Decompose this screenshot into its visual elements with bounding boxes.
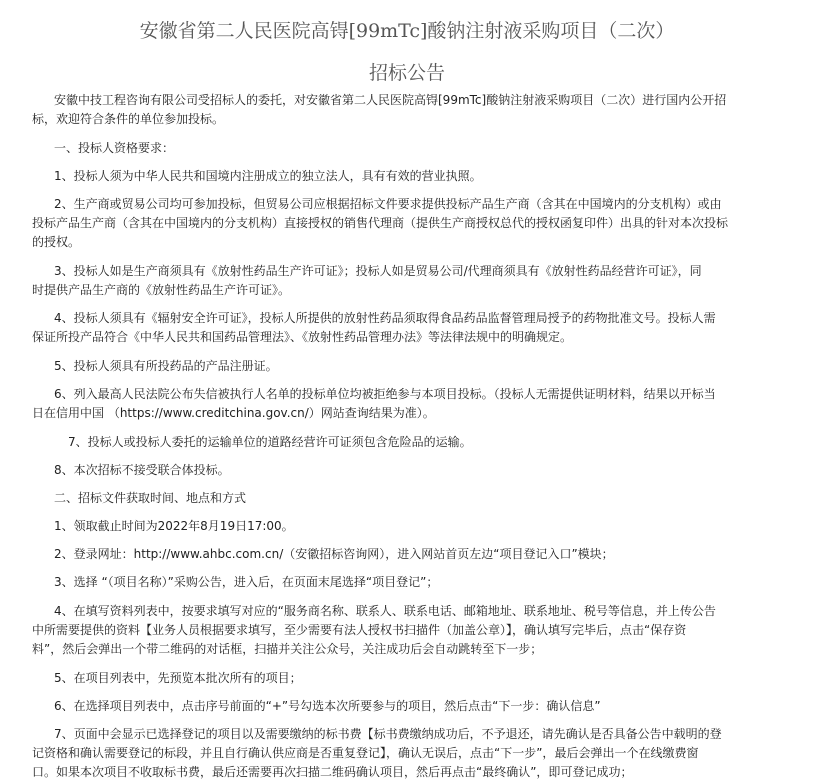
step-7-line-3: 口。如果本次项目不收取标书费，最后还需要再次扫描二维码确认项目，然后再点击“最终确认”，即可登记成功；: [32, 765, 633, 779]
intro-line-1: 安徽中技工程咨询有限公司受招标人的委托，对安徽省第二人民医院高锝[99mTc]酸钠注射液采购项目（二次）进行国内公开招: [54, 93, 727, 107]
requirement-2-line-3: 的授权。: [32, 235, 81, 249]
announcement-heading: 招标公告: [368, 62, 445, 84]
requirement-6-line-1: 6、列入最高人民法院公布失信被执行人名单的投标单位均被拒绝参与本项目投标。（投标人无需提供证明材料，结果以开标当: [54, 387, 716, 401]
requirement-8: 8、本次招标不接受联合体投标。: [54, 463, 230, 477]
requirement-3-line-1: 3、投标人如是生产商须具有《放射性药品生产许可证》；投标人如是贸易公司/代理商须具有《放射性药品经营许可证》，同: [54, 264, 702, 278]
requirement-2-line-2: 投标产品生产商（含其在中国境内的分支机构）直接授权的销售代理商（提供生产商授权总代的授权函复印件）出具的针对本次投标: [32, 216, 729, 230]
requirement-2-line-1: 2、生产商或贸易公司均可参加投标，但贸易公司应根据招标文件要求提供投标产品生产商（含其在中国境内的分支机构）或由: [54, 197, 722, 211]
step-4-line-1: 4、在填写资料列表中，按要求填写对应的“服务商名称、联系人、联系电话、邮箱地址、联系地址、税号等信息，并上传公告: [54, 604, 716, 618]
requirement-4-line-2: 保证所投产品符合《中华人民共和国药品管理法》、《放射性药品管理办法》等法律法规中的明确规定。: [32, 330, 573, 344]
requirement-7: 7、投标人或投标人委托的运输单位的道路经营许可证须包含危险品的运输。: [68, 435, 472, 449]
step-4-line-2: 中所需要提供的资料【业务人员根据要求填写，至少需要有法人授权书扫描件（加盖公章）】，确认填写完毕后，点击“保存资: [32, 623, 687, 637]
requirement-6-line-2: 日在信用中国 （https://www.creditchina.gov.cn/）网站查询结果为准）。: [32, 406, 435, 420]
section-2-title: 二、招标文件获取时间、地点和方式: [54, 491, 247, 505]
intro-line-2: 标，欢迎符合条件的单位参加投标。: [32, 112, 225, 126]
step-3: 3、选择 “（项目名称）”采购公告，进入后，在页面末尾选择“项目登记”；: [54, 575, 439, 589]
step-1: 1、领取截止时间为2022年8月19日17:00。: [54, 519, 294, 533]
requirement-1: 1、投标人须为中华人民共和国境内注册成立的独立法人，具有有效的营业执照。: [54, 169, 482, 183]
step-4-line-3: 料”，然后会弹出一个带二维码的对话框，扫描并关注公众号，关注成功后会自动跳转至下一步；: [32, 642, 543, 656]
project-title: 安徽省第二人民医院高锝[99mTc]酸钠注射液采购项目（二次）: [139, 20, 675, 42]
step-7-line-1: 7、页面中会显示已选择登记的项目以及需要缴纳的标书费【标书费缴纳成功后，不予退还，请先确认是否具备公告中载明的登: [54, 727, 722, 741]
step-7-line-2: 记资格和确认需要登记的标段，并且自行确认供应商是否重复登记】，确认无误后，点击“下一步”，最后会弹出一个在线缴费窗: [32, 746, 699, 760]
section-1-title: 一、投标人资格要求：: [54, 141, 175, 155]
step-5: 5、在项目列表中，先预览本批次所有的项目；: [54, 671, 302, 685]
step-6: 6、在选择项目列表中，点击序号前面的“+”号勾选本次所要参与的项目，然后点击“下一步：确认信息”: [54, 699, 601, 713]
requirement-4-line-1: 4、投标人须具有《辐射安全许可证》，投标人所提供的放射性药品须取得食品药品监督管理局授予的药物批准文号。投标人需: [54, 311, 716, 325]
requirement-3-line-2: 时提供产品生产商的《放射性药品生产许可证》。: [32, 283, 291, 297]
step-2: 2、登录网址：http://www.ahbc.com.cn/（安徽招标咨询网），进入网站首页左边“项目登记入口”模块；: [54, 547, 614, 561]
requirement-5: 5、投标人须具有所投药品的产品注册证。: [54, 359, 278, 373]
